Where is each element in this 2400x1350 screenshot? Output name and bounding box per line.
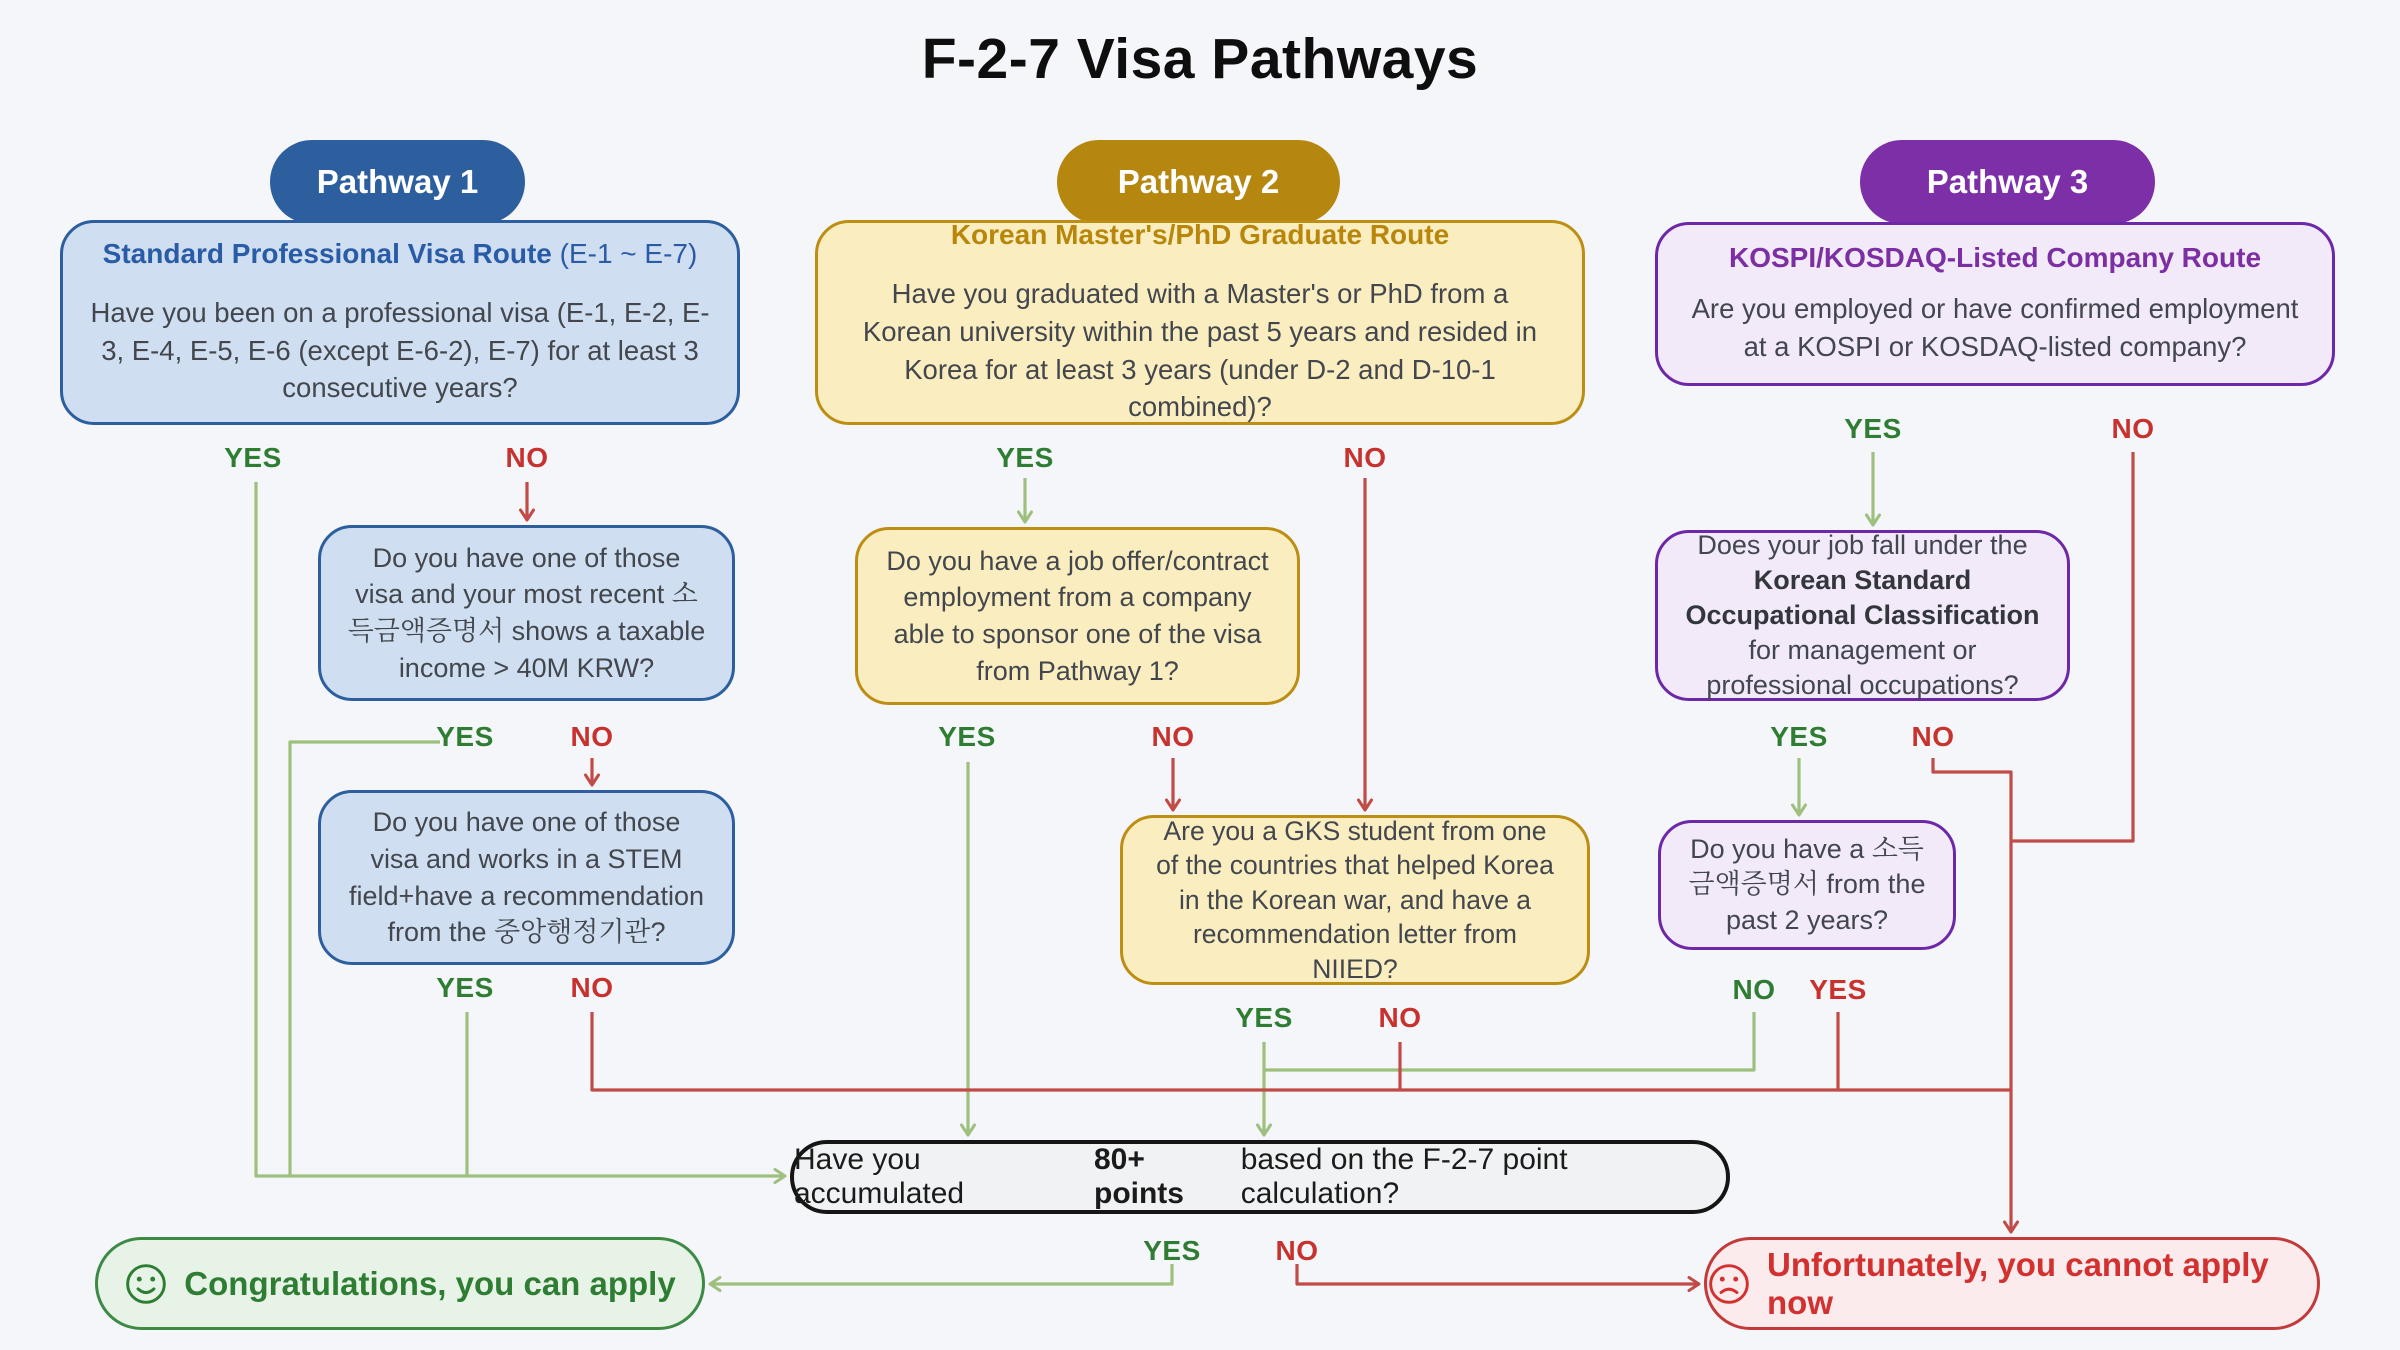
pathway-1-question: Have you been on a professional visa (E-1, E-2, E-3, E-4, E-5, E-6 (except E-6-2), E-7) for at least 3 consecutive years? <box>90 296 710 404</box>
pathway-3-question: Are you employed or have confirmed employment at a KOSPI or KOSDAQ-listed company? <box>1691 293 2299 362</box>
label-p1q2-no: NO <box>570 721 614 752</box>
label-p2q1-yes: YES <box>996 442 1054 473</box>
pathway-3-ksoc-question-box <box>1655 530 2070 701</box>
outcome-success-text: Congratulations, you can apply <box>184 1264 676 1302</box>
pathway-1-main-question-box <box>60 220 740 425</box>
pathway-3-pill: Pathway 3 <box>1860 140 2155 224</box>
ksoc-bold: Korean Standard Occupational Classification <box>1685 564 2040 630</box>
pathway-3-income-question: Do you have a 소득금액증명서 from the past 2 years? <box>1688 834 1926 935</box>
label-points-no: NO <box>1275 1235 1319 1266</box>
label-p3q1-no: NO <box>2111 413 2155 444</box>
outcome-failure-text: Unfortunately, you cannot apply now <box>1767 1245 2269 1321</box>
pathway-2-main-question-box <box>815 220 1585 425</box>
pathway-2-gks-question-box <box>1120 815 1590 985</box>
label-p1q3-no: NO <box>570 972 614 1003</box>
outcome-failure-box <box>1704 1237 2320 1330</box>
smiley-face-icon <box>124 1262 168 1306</box>
wire-points-no <box>1297 1264 1698 1284</box>
pathway-1-stem-question-box <box>318 790 735 965</box>
ksoc-post: for management or professional occupations? <box>1706 635 2019 701</box>
pathway-1-income-question: Do you have one of those visa and your most recent 소득금액증명서 shows a taxable income > 40M KRW? <box>347 542 706 683</box>
pathway-1-route-title <box>103 238 698 270</box>
label-p1q1-no: NO <box>505 442 549 473</box>
label-p2q3-yes: YES <box>1235 1002 1293 1033</box>
label-p2q2-yes: YES <box>938 721 996 752</box>
points-pre: Have you accumulated <box>794 1143 965 1210</box>
points-post: based on the F-2-7 point calculation? <box>1240 1143 1568 1210</box>
points-check-box <box>790 1140 1730 1214</box>
pathway-1-stem-question: Do you have one of those visa and works in a STEM field+have a recommendation from the 중앙행정기관? <box>349 807 704 948</box>
pathway-2-gks-question: Are you a GKS student from one of the countries that helped Korea in the Korean war, and have a recommendation letter from NIIED? <box>1156 815 1554 984</box>
sad-face-icon <box>1707 1262 1751 1306</box>
route-title-bold: Standard Professional Visa Route <box>102 237 552 269</box>
label-points-yes: YES <box>1143 1235 1201 1266</box>
outcome-success-box <box>95 1237 705 1330</box>
pathway-2-route-title: Korean Master's/PhD Graduate Route <box>950 218 1450 250</box>
wire-points-yes <box>711 1264 1172 1284</box>
pathway-3-main-question-box <box>1655 222 2335 386</box>
label-p3q2-no: NO <box>1911 721 1955 752</box>
page-title: F-2-7 Visa Pathways <box>921 27 1479 91</box>
wire-p1q3-no <box>592 1012 2011 1090</box>
wire-p3q3-no <box>1264 1012 1754 1070</box>
label-p1q3-yes: YES <box>436 972 494 1003</box>
label-p2q2-no: NO <box>1151 721 1195 752</box>
route-title-suffix: (E-1 ~ E-7) <box>551 237 698 269</box>
ksoc-pre: Does your job fall under the <box>1697 529 2028 560</box>
label-p2q1-no: NO <box>1343 442 1387 473</box>
label-p3q1-yes: YES <box>1844 413 1902 444</box>
label-p3q3-no: NO <box>1732 974 1776 1005</box>
pathway-2-job-offer-question: Do you have a job offer/contract employment from a company able to sponsor one of the visa from Pathway 1? <box>886 545 1269 686</box>
pathway-2-job-offer-question-box <box>855 527 1300 705</box>
pathway-3-ksoc-question <box>1684 528 2041 703</box>
label-p1q2-yes: YES <box>436 721 494 752</box>
pathway-1-pill: Pathway 1 <box>270 140 525 224</box>
pathway-3-route-title: KOSPI/KOSDAQ-Listed Company Route <box>1728 242 2262 274</box>
points-bold: 80+ points <box>1094 1143 1184 1210</box>
label-p1q1-yes: YES <box>224 442 282 473</box>
pathway-1-income-question-box <box>318 525 735 701</box>
label-p3q3-yes: YES <box>1809 974 1867 1005</box>
pathway-2-pill: Pathway 2 <box>1057 140 1340 224</box>
label-p3q2-yes: YES <box>1770 721 1828 752</box>
label-p2q3-no: NO <box>1378 1002 1422 1033</box>
pathway-3-income-question-box <box>1658 820 1956 950</box>
pathway-2-question: Have you graduated with a Master's or PhD from a Korean university within the past 5 years and resided in Korea for at least 3 years (under D-2 and D-10-1 combined)? <box>862 277 1538 423</box>
